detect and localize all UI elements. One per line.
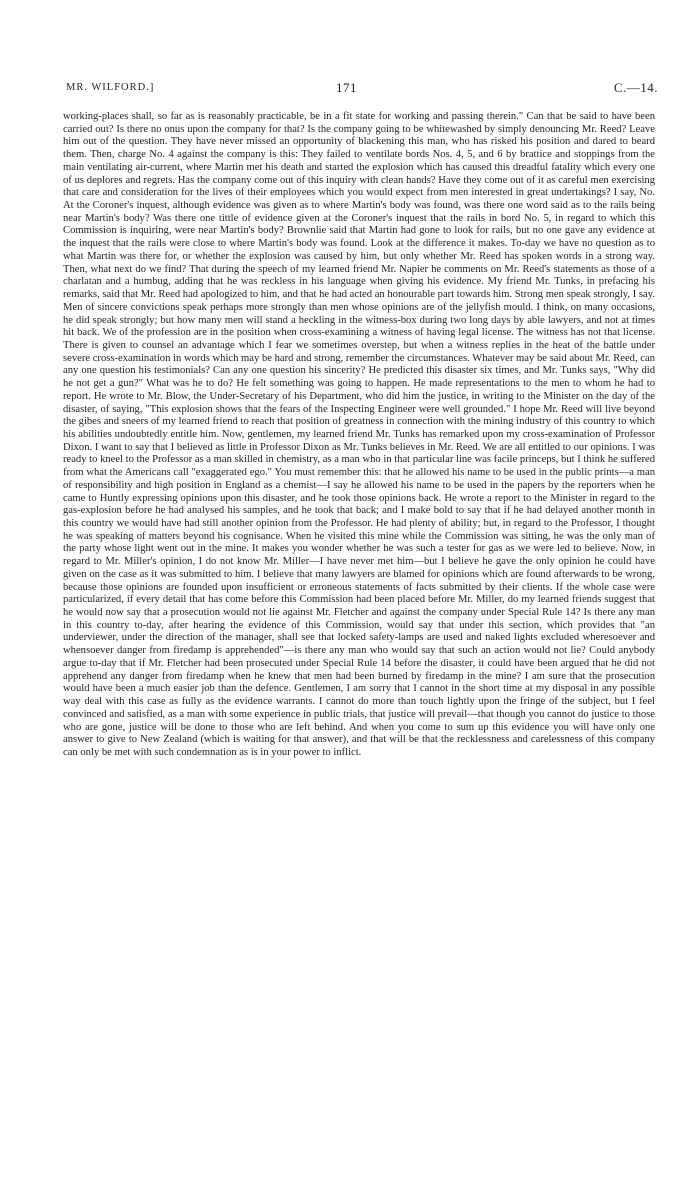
document-reference: C.—14. <box>613 80 658 95</box>
paragraph: working-places shall, so far as is reasonably practicable, be in a fit state for working and passing therein." Can that be said to have been carried out? Is there no onus upon the company for that? Is the company going to be whitewashed by simply denouncing Mr. Reed? Leave him out of the question. They have never missed an opportunity of blackening this man, who has risked his position and dared to beard them. Then, charge No. 4 against the company is this: They failed to ventilate bords Nos. 4, 5, and 6 by brattice and stoppings from the main ventilating air-current, where Martin met his death and started the explosion which has caused this dreadful fatality which every one of us deplores and regrets. Has the company come out of this inquiry with clean hands? Have they come out of it as careful men exercising that care and consideration for the lives of their employees which you would expect from men interested in great undertakings? I say, No. At the Coroner's inquest, although evidence was given as to where Martin's body was found, was there one word said as to the rails being near Martin's body? Was there one tittle of evidence given at the Coroner's inquest that the rails in bord No. 5, in regard to which this Commission is inquiring, were near Martin's body? Brownlie said that Martin had gone to look for rails, but no one gave any evidence at the inquest that the rails were close to where Martin's body was found. Look at the difference it makes. To-day we have no question as to what Martin was there for, or whether the explosion was caused by him, but only whether Mr. Reed has spoken words in a strong way. Then, what next do we find? That during the speech of my learned friend Mr. Napier he comments on Mr. Reed's statements as those of a charlatan and a humbug, adding that he was reckless in his language when giving his evidence. My friend Mr. Tunks, in prefacing his remarks, said that Mr. Reed had apologized to him, and that he had acted an honourable part towards him. Strong men speak strongly, I say. Men of sincere convictions speak perhaps more strongly than men whose opinions are of the jellyfish mould. I think, on many occasions, he did speak strongly; but how many men will stand a heckling in the witness-box during two long days by able lawyers, and not at times hit back. We of the profession are in the position when cross-examining a witness of having legal license. The witness has not that license. There is given to counsel an advantage which I fear we sometimes overstep, but when a witness replies in the heat of the battle under severe cross-examination in words which may be hard and strong, remember the circumstances. Whatever may be said about Mr. Reed, can any one question his testimonials? Can any one question his sincerity? He predicted this disaster six times, and Mr. Tunks says, "Why did he not get a gun?" What was he to do? He felt something was going to happen. He made representations to the men to whom he had to report. He wrote to Mr. Blow, the Under-Secretary of his Department, who did him the justice, in writing to the Minister on the day of the disaster, of saying, "This explosion shows that the fears of the Inspecting Engineer were well grounded." I hope Mr. Reed will live beyond the gibes and sneers of my learned friend to reach that position of greatness in connection with the mining industry of this country to which his abilities undoubtedly entitle him. Now, gentlemen, my learned friend Mr. Tunks has remarked upon my cross-examination of Professor Dixon. I want to say that I believed as little in Professor Dixon as Mr. Tunks believes in Mr. Reed. We are all entitled to our opinions. I was ready to kneel to the Professor as a man skilled in chemistry, as a man who in that particular line was facile princeps, but I think he suffered from what the Americans call "exaggerated ego." You must remember this: that he allowed his name to be used in the public prints—a man of responsibility and high position in England as a chemist—I say he allowed his name to be used in the papers by the reporters when he came to Huntly expressing opinions upon this disaster, and he took those opinions back. He wrote a report to the Minister in regard to the gas-explosion before he had analysed his samples, and he took that back; and I make bold to say that if he had delayed another month in this country we would have had still another opinion from the Professor. He had plenty of ability; but, in regard to the Professor, I thought he was speaking of matters beyond his cognisance. When he visited this mine while the Commission was sitting, he was the only man of the party whose light went out in the mine. It makes you wonder whether he was such a tester for gas as we were led to believe. Now, in regard to Mr. Miller's opinion, I do not know Mr. Miller—I have never met him—but I believe he gave the only opinion he could have given on the case as it was submitted to him. I believe that many lawyers are blamed for opinions which are found afterwards to be wrong, because those opinions are founded upon insufficient or erroneous statements of facts submitted by their clients. If the whole case were particularized, if every detail that has come before this Commission had been placed before Mr. Miller, do my learned friends suggest that he would now say that a prosecution would not lie against Mr. Fletcher and against the company under Special Rule 14? Is there any man in this country to-day, after hearing the evidence of this Commission, would say that under this section, which provides that "an underviewer, under the direction of the manager, shall see that locked safety-lamps are used and naked lights excluded wheresoever and whensoever danger from firedamp is apprehended"—is there any man who would say that such an action would not lie? Could anybody argue to-day that if Mr. Fletcher had been prosecuted under Special Rule 14 before the disaster, it could have been argued that he did not apprehend any danger from firedamp when he knew that men had been burned by firedamp in the mine? I am sure that the prosecution would have been a much easier job than the defence. Gentlemen, I am sorry that I cannot in the short time at my disposal in any possible way deal with this case as fully as the evidence warrants. I cannot do more than touch lightly upon the fringe of the subject, but I feel convinced and satisfied, as a man with some experience in public trials, that justice will prevail—that though you cannot do justice to those who are gone, justice will be done to those who are left behind. And when you come to sum up this evidence you will have only one answer to give to New Zealand (which is waiting for that answer), and that will be that the recklessness and carelessness of this company can only be met with such condemnation as is in your power to inflict. <box>63 111 655 758</box>
header-speaker: MR. WILFORD.] <box>66 82 155 93</box>
page-number: 171 <box>336 80 357 95</box>
page-header <box>66 80 658 98</box>
body-text <box>63 111 655 760</box>
